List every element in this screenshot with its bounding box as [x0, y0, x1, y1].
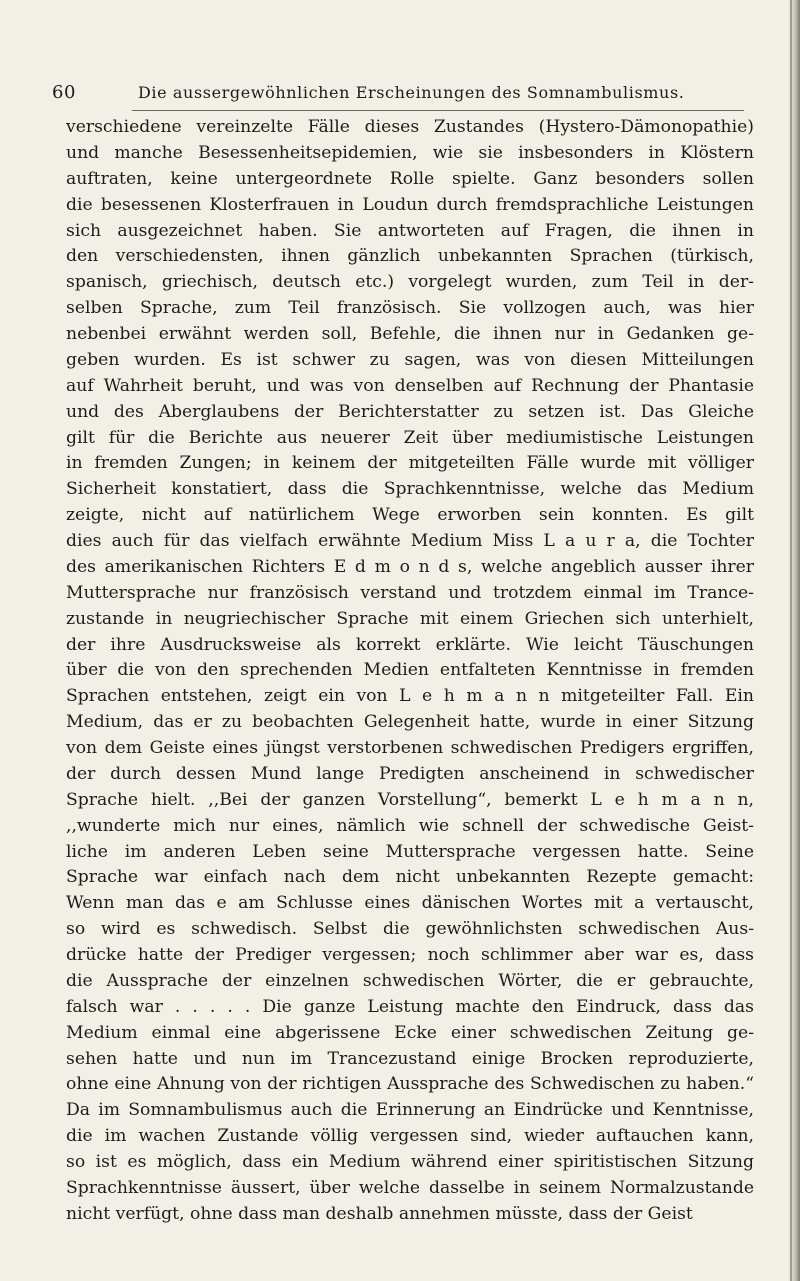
text-line: von dem Geiste eines jüngst verstorbenen schwedischen Predigers ergriffen,	[66, 738, 754, 758]
text-line: drücke hatte der Prediger vergessen; noch schlimmer aber war es, dass	[66, 945, 754, 965]
text-line: zustande in neugriechischer Sprache mit einem Griechen sich unterhielt,	[66, 608, 754, 629]
text-line: liche im anderen Leben seine Muttersprache vergessen hatte. Seine	[66, 841, 754, 862]
text-line: selben Sprache, zum Teil französisch. Sie vollzogen auch, was hier	[66, 298, 754, 319]
page-edge-line	[790, 0, 792, 1281]
text-line: nebenbei erwähnt werden soll, Befehle, die ihnen nur in Gedanken ge-	[66, 324, 754, 344]
text-line: geben wurden. Es ist schwer zu sagen, was von diesen Mitteilungen	[66, 349, 754, 370]
text-line: Medium einmal eine abgerissene Ecke einer schwedischen Zeitung ge-	[66, 1022, 754, 1043]
text-line: falsch war . . . . . Die ganze Leistung machte den Eindruck, dass das	[66, 996, 754, 1017]
text-line: der durch dessen Mund lange Predigten anscheinend in schwedischer	[66, 763, 754, 784]
text-line: die im wachen Zustande völlig vergessen sind, wieder auftauchen kann,	[66, 1126, 754, 1147]
text-line: dies auch für das vielfach erwähnte Medium Miss L a u r a, die Tochter	[66, 531, 754, 551]
text-line: und manche Besessenheitsepidemien, wie sie insbesonders in Klöstern	[66, 142, 754, 163]
text-line: Sprache hielt. ,,Bei der ganzen Vorstellung“, bemerkt L e h m a n n,	[66, 789, 754, 810]
text-line: auf Wahrheit beruht, und was von denselben auf Rechnung der Phantasie	[66, 375, 754, 396]
text-line: Sprachkenntnisse äussert, über welche dasselbe in seinem Normalzustande	[66, 1177, 754, 1198]
text-line: Muttersprache nur französisch verstand und trotzdem einmal im Trance-	[66, 582, 754, 603]
text-line: Da im Somnambulismus auch die Erinnerung an Eindrücke und Kenntnisse,	[66, 1100, 754, 1121]
header-rule	[132, 110, 744, 111]
text-line: den verschiedensten, ihnen gänzlich unbekannten Sprachen (türkisch,	[66, 246, 754, 267]
text-line: des amerikanischen Richters E d m o n d s, welche angeblich ausser ihrer	[66, 556, 754, 577]
text-line: sehen hatte und nun im Trancezustand einige Brocken reproduzierte,	[66, 1048, 754, 1069]
text-line: so wird es schwedisch. Selbst die gewöhnlichsten schwedischen Aus-	[66, 919, 754, 940]
page-header	[52, 74, 752, 114]
text-line: Wenn man das e am Schlusse eines dänischen Wortes mit a vertauscht,	[66, 893, 754, 914]
text-line: der ihre Ausdrucksweise als korrekt erklärte. Wie leicht Täuschungen	[66, 634, 754, 655]
text-line: nicht verfügt, ohne dass man deshalb annehmen müsste, dass der Geist	[66, 1203, 693, 1224]
page-number: 60	[52, 82, 76, 103]
body-text	[66, 115, 754, 1228]
text-line: so ist es möglich, dass ein Medium während einer spiritistischen Sitzung	[66, 1152, 754, 1172]
text-line: Sicherheit konstatiert, dass die Sprachkenntnisse, welche das Medium	[66, 479, 754, 500]
text-line: verschiedene vereinzelte Fälle dieses Zustandes (Hystero-Dämonopathie)	[66, 117, 754, 137]
text-line: in fremden Zungen; in keinem der mitgeteilten Fälle wurde mit völliger	[66, 453, 754, 474]
text-line: sich ausgezeichnet haben. Sie antworteten auf Fragen, die ihnen in	[66, 220, 754, 241]
text-line: Medium, das er zu beobachten Gelegenheit hatte, wurde in einer Sitzung	[66, 712, 754, 733]
text-line: über die von den sprechenden Medien entfalteten Kenntnisse in fremden	[66, 660, 754, 681]
text-line: Sprache war einfach nach dem nicht unbekannten Rezepte gemacht:	[66, 867, 754, 888]
text-line: gilt für die Berichte aus neuerer Zeit über mediumistische Leistungen	[66, 427, 754, 448]
running-title: Die aussergewöhnlichen Erscheinungen des Somnambulismus.	[138, 83, 685, 102]
text-line: Sprachen entstehen, zeigt ein von L e h m a n n mitgeteilter Fall. Ein	[66, 686, 754, 707]
text-line: ,,wunderte mich nur eines, nämlich wie schnell der schwedische Geist-	[66, 815, 754, 836]
text-line: spanisch, griechisch, deutsch etc.) vorgelegt wurden, zum Teil in der-	[66, 272, 754, 293]
text-line: zeigte, nicht auf natürlichem Wege erworben sein konnten. Es gilt	[66, 505, 754, 526]
text-line: die besessenen Klosterfrauen in Loudun durch fremdsprachliche Leistungen	[66, 194, 754, 215]
text-line: die Aussprache der einzelnen schwedischen Wörter, die er gebrauchte,	[66, 970, 754, 991]
text-line: und des Aberglaubens der Berichterstatter zu setzen ist. Das Gleiche	[66, 401, 754, 422]
text-line: ohne eine Ahnung von der richtigen Aussprache des Schwedischen zu haben.“	[66, 1074, 754, 1095]
text-line: auftraten, keine untergeordnete Rolle spielte. Ganz besonders sollen	[66, 168, 754, 189]
